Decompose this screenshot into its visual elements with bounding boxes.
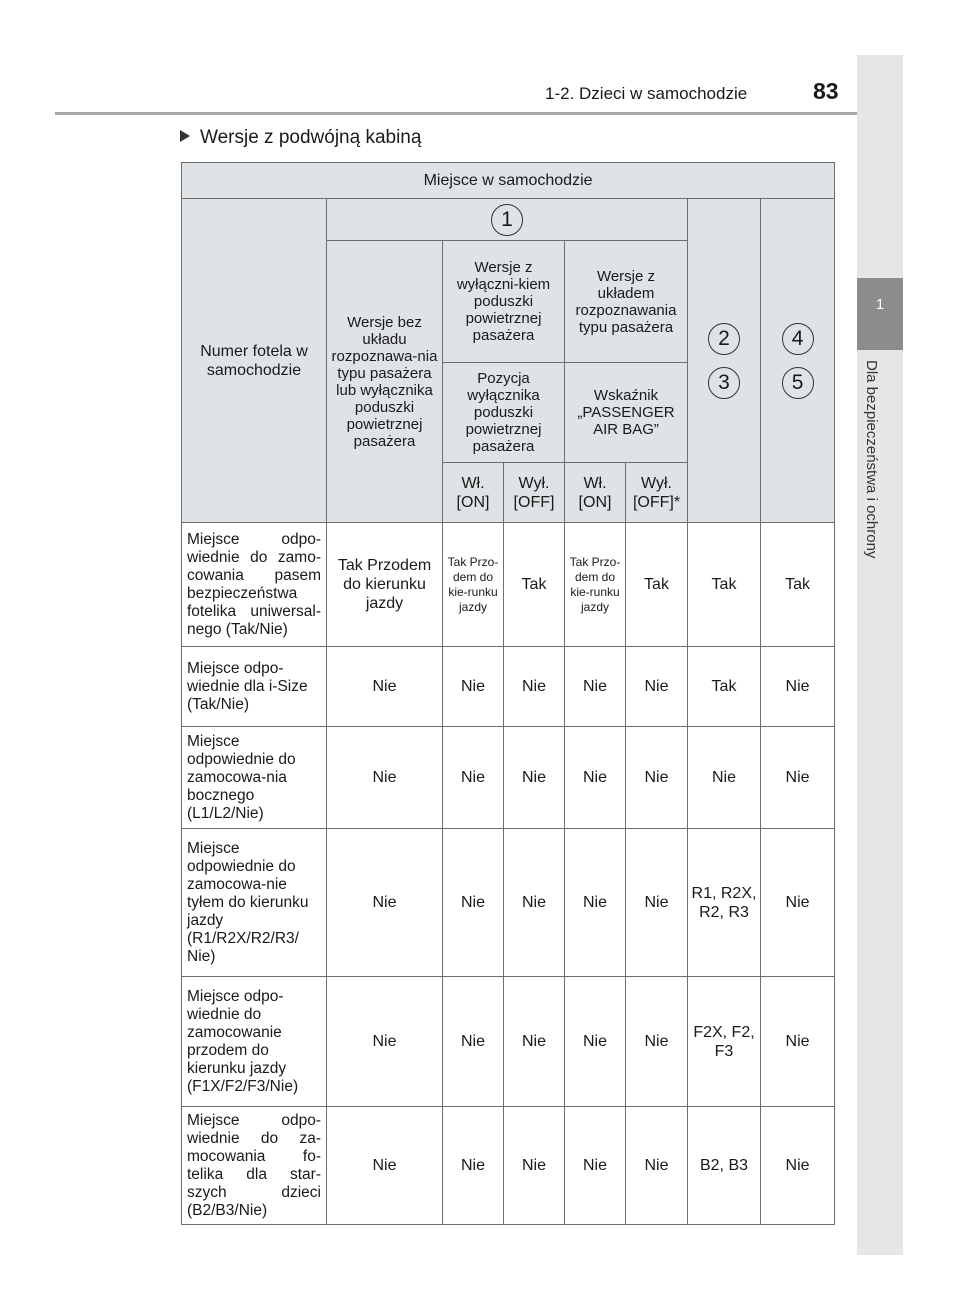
table-cell: Nie (565, 647, 626, 727)
row-header-label: Numer fotela w samochodzie (182, 199, 327, 523)
table-cell: Nie (504, 647, 565, 727)
table-cell: Nie (443, 727, 504, 829)
table-cell: Tak Przo-dem do kie-runku jazdy (443, 523, 504, 647)
indicator-on-header: Wł. [ON] (565, 463, 626, 523)
table-cell: Nie (565, 829, 626, 977)
table-cell: Nie (443, 647, 504, 727)
table-cell: Tak Przodem do kierunku jazdy (327, 523, 443, 647)
seat-5-circle-icon: 5 (782, 367, 814, 399)
table-cell: Nie (327, 647, 443, 727)
table-cell: Nie (327, 1107, 443, 1225)
switch-on-header: Wł. [ON] (443, 463, 504, 523)
table-cell: Nie (327, 977, 443, 1107)
version-detect-header: Wersje z układem rozpoznawania typu pasażera (565, 241, 688, 363)
table-cell: Nie (626, 977, 688, 1107)
table-cell: Nie (626, 647, 688, 727)
section-title-text: Wersje z podwójną kabiną (200, 127, 422, 148)
header-rule (55, 112, 903, 115)
table-cell: Nie (504, 1107, 565, 1225)
table-cell: Nie (443, 977, 504, 1107)
seat-3-circle-icon: 3 (708, 367, 740, 399)
table-cell: Nie (565, 727, 626, 829)
chapter-sidebar (857, 55, 903, 1255)
table-cell: R1, R2X, R2, R3 (688, 829, 761, 977)
table-row (182, 647, 835, 727)
row-label: Miejsce odpowiednie do zamocowa-nia bocznego (L1/L2/Nie) (182, 727, 327, 829)
table-cell: Tak (688, 523, 761, 647)
table-cell: Nie (626, 1107, 688, 1225)
row-label: Miejsce odpo-wiednie do zamo-cowania pasem bezpieczeństwa fotelika uniwersal-nego (Tak/Nie) (182, 523, 327, 647)
table-row (182, 523, 835, 647)
table-cell: F2X, F2, F3 (688, 977, 761, 1107)
version-switch-header: Wersje z wyłączni-kiem poduszki powietrznej pasażera (443, 241, 565, 363)
table-cell: Nie (688, 727, 761, 829)
indicator-off-header: Wył. [OFF]* (626, 463, 688, 523)
page-number: 83 (813, 78, 839, 104)
table-cell: Nie (565, 977, 626, 1107)
table-cell: Tak (626, 523, 688, 647)
table-cell: Nie (327, 829, 443, 977)
chapter-tab (857, 278, 903, 350)
chapter-title: Dla bezpieczeństwa i ochrony (863, 360, 880, 559)
table-cell: Nie (761, 647, 835, 727)
version-without-header: Wersje bez układu rozpoznawa-nia typu pasażera lub wyłącznika poduszki powietrznej pasażera (327, 241, 443, 523)
switch-position-header: Pozycja wyłącznika poduszki powietrznej pasażera (443, 363, 565, 463)
section-title (180, 127, 421, 149)
row-label: Miejsce odpowiednie do zamocowa-nie tyłem do kierunku jazdy (R1/R2X/R2/R3/ Nie) (182, 829, 327, 977)
table-cell: Nie (327, 727, 443, 829)
seat-2-3-header (688, 199, 761, 523)
seat-4-5-header (761, 199, 835, 523)
table-cell: B2, B3 (688, 1107, 761, 1225)
table-cell: Tak (761, 523, 835, 647)
row-label: Miejsce odpo-wiednie do zamocowanie przodem do kierunku jazdy (F1X/F2/F3/Nie) (182, 977, 327, 1107)
table-cell: Tak Przo-dem do kie-runku jazdy (565, 523, 626, 647)
child-seat-table (181, 162, 835, 1225)
seat-2-circle-icon: 2 (708, 323, 740, 355)
table-row (182, 1107, 835, 1225)
seat-4-circle-icon: 4 (782, 323, 814, 355)
row-label: Miejsce odpo-wiednie dla i-Size (Tak/Nie) (182, 647, 327, 727)
chapter-number: 1 (875, 296, 885, 313)
seat-1-header (327, 199, 688, 241)
table-cell: Nie (504, 977, 565, 1107)
table-cell: Nie (626, 727, 688, 829)
indicator-header: Wskaźnik „PASSENGER AIR BAG” (565, 363, 688, 463)
table-cell: Nie (761, 1107, 835, 1225)
table-row (182, 829, 835, 977)
table-cell: Nie (443, 829, 504, 977)
table-cell: Nie (761, 727, 835, 829)
table-cell: Nie (761, 829, 835, 977)
table-cell: Tak (504, 523, 565, 647)
table-cell: Nie (504, 829, 565, 977)
table-row (182, 977, 835, 1107)
row-label: Miejsce odpo-wiednie do za-mocowania fo-telika dla star-szych dzieci (B2/B3/Nie) (182, 1107, 327, 1225)
table-cell: Nie (626, 829, 688, 977)
table-cell: Nie (565, 1107, 626, 1225)
table-cell: Nie (443, 1107, 504, 1225)
switch-off-header: Wył. [OFF] (504, 463, 565, 523)
table-cell: Tak (688, 647, 761, 727)
seat-1-circle-icon: 1 (491, 204, 523, 236)
table-caption: Miejsce w samochodzie (182, 163, 835, 199)
running-header: 1-2. Dzieci w samochodzie (545, 84, 748, 103)
triangle-bullet-icon (180, 130, 190, 142)
table-cell: Nie (761, 977, 835, 1107)
table-row (182, 727, 835, 829)
table-cell: Nie (504, 727, 565, 829)
